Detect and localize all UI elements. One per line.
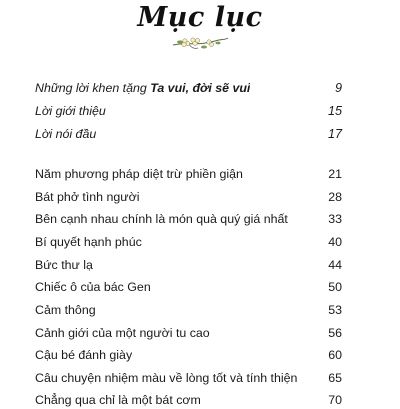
toc-entry[interactable] bbox=[35, 324, 342, 342]
toc-entry-title: Bí quyết hạnh phúc bbox=[35, 235, 142, 249]
toc-heading: Mục lục bbox=[137, 2, 263, 33]
toc-entry[interactable] bbox=[35, 301, 342, 319]
toc-entry-page: 53 bbox=[328, 303, 342, 317]
toc-entry-page: 33 bbox=[328, 212, 342, 226]
toc-entry-title: Câu chuyện nhiệm màu về lòng tốt và tính thiện bbox=[35, 371, 298, 385]
toc-entry-page: 21 bbox=[328, 167, 342, 181]
toc-entry[interactable] bbox=[35, 278, 342, 296]
toc-entry[interactable] bbox=[35, 256, 342, 274]
toc-entry-page: 44 bbox=[328, 258, 342, 272]
toc-entry-page: 70 bbox=[328, 393, 342, 407]
toc-entry-title: Những lời khen tặng Ta vui, đời sẽ vui bbox=[35, 81, 251, 95]
toc-entry[interactable] bbox=[35, 391, 342, 409]
toc-entry-page: 40 bbox=[328, 235, 342, 249]
toc-entry-title: Cảm thông bbox=[35, 303, 96, 317]
toc-entry-page: 60 bbox=[328, 348, 342, 362]
toc-entry-title: Lời nói đầu bbox=[35, 127, 97, 141]
toc-entry[interactable] bbox=[35, 210, 342, 228]
toc-entry[interactable] bbox=[35, 79, 342, 97]
toc-entry[interactable] bbox=[35, 369, 342, 387]
toc-entry-page: 17 bbox=[327, 127, 342, 141]
toc-entry-page: 65 bbox=[328, 371, 342, 385]
toc-entry[interactable] bbox=[35, 346, 342, 364]
toc-entry-title: Bên cạnh nhau chính là món quà quý giá nhất bbox=[35, 212, 288, 226]
toc-entry-title: Lời giới thiệu bbox=[35, 104, 106, 118]
toc-entry-page: 9 bbox=[334, 81, 342, 95]
toc-entry-title: Bức thư lạ bbox=[35, 258, 93, 272]
toc-entry[interactable] bbox=[35, 102, 342, 120]
toc-entry-title: Chẳng qua chỉ là một bát cơm bbox=[35, 393, 201, 407]
toc-entry-title: Chiếc ô của bác Gen bbox=[35, 280, 151, 294]
toc-entry-page: 15 bbox=[327, 104, 342, 118]
toc-entry[interactable] bbox=[35, 165, 342, 183]
toc-entry-page: 50 bbox=[328, 280, 342, 294]
toc-entry[interactable] bbox=[35, 188, 342, 206]
toc-entry[interactable] bbox=[35, 233, 342, 251]
toc-entry-title: Cậu bé đánh giày bbox=[35, 348, 133, 362]
toc-entry-title: Cảnh giới của một người tu cao bbox=[35, 326, 210, 340]
toc-entry-title: Năm phương pháp diệt trừ phiền giận bbox=[35, 167, 243, 181]
toc-entry-title: Bát phở tình người bbox=[35, 190, 140, 204]
toc-entry[interactable] bbox=[35, 125, 342, 143]
toc-entry-page: 56 bbox=[328, 326, 342, 340]
flower-branch-icon bbox=[171, 34, 229, 52]
toc-entry-page: 28 bbox=[328, 190, 342, 204]
